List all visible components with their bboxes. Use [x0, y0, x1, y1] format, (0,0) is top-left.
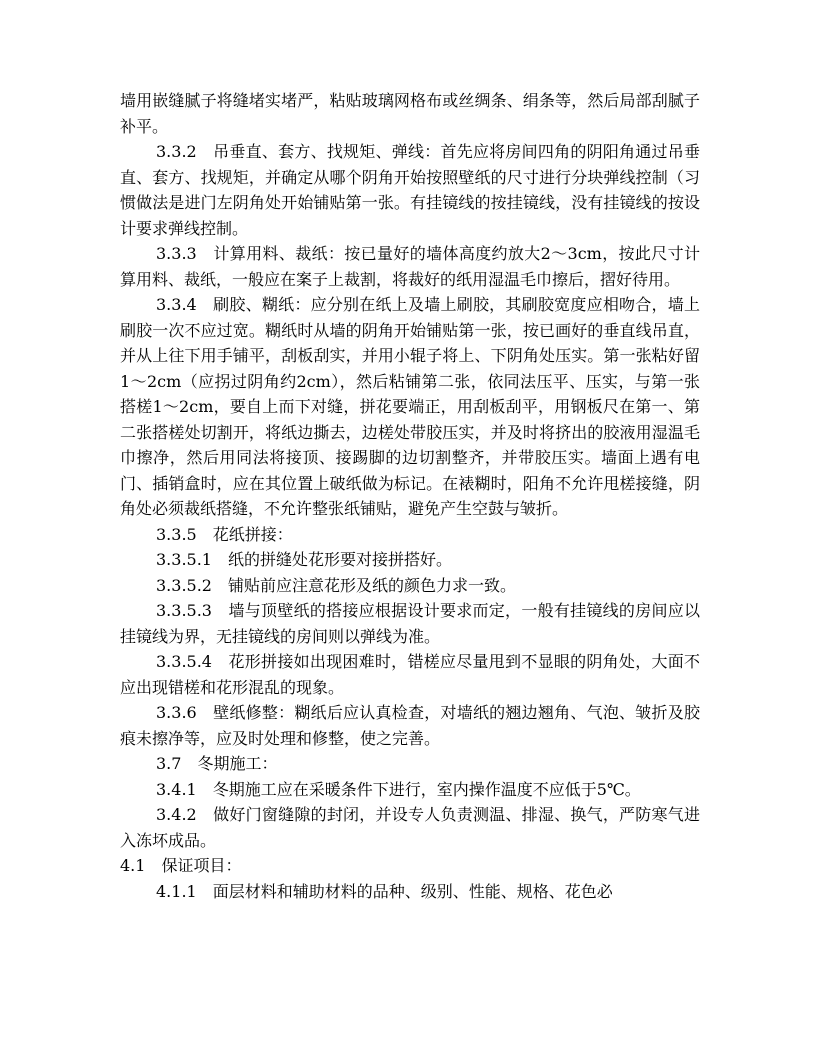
heading-4-1: 4.1 保证项目： — [120, 856, 242, 875]
paragraph-3-3-5-2: 3.3.5.2 铺贴前应注意花形及纸的颜色力求一致。 — [156, 575, 516, 595]
paragraph-3-3-4: 3.3.4 刷胶、糊纸：应分别在纸上及墙上刷胶，其刷胶宽度应相吻合，墙上刷胶一次不应过宽。糊纸时从墙的阴角开始铺贴第一张，按已画好的垂直线吊直，并从上往下用手铺平，刮板刮实，并用小辊子将上、下阴角处压实。第一张粘好留1～2cm（应拐过阴角约2cm），然后粘铺第二张，依同法压平、压实，与第一张搭槎1～2cm，要自上而下对缝，拼花要端正，用刮板刮平，用钢板尺在第一、第二张搭槎处切割开，将纸边撕去，边槎处带胶压实，并及时将挤出的胶液用湿温毛巾擦净，然后用同法将接顶、接踢脚的边切割整齐，并带胶压实。墙面上遇有电门、插销盒时，应在其位置上破纸做为标记。在裱糊时，阳角不允许甩槎接缝，阴角处必须裁纸搭缝，不允许整张纸铺贴，避免产生空鼓与皱折。 — [120, 295, 700, 518]
paragraph-3-3-5-1: 3.3.5.1 纸的拼缝处花形要对接拼搭好。 — [156, 550, 452, 569]
paragraph-4-1-1: 4.1.1 面层材料和辅助材料的品种、级别、性能、规格、花色必 — [156, 881, 613, 901]
paragraph-3-7: 3.7 冬期施工： — [156, 754, 278, 773]
paragraph-3-3-5-4: 3.3.5.4 花形拼接如出现困难时，错槎应尽量甩到不显眼的阴角处，大面不应出现错槎和花形混乱的现象。 — [120, 652, 700, 697]
paragraph-3-3-2: 3.3.2 吊垂直、套方、找规矩、弹线：首先应将房间四角的阴阳角通过吊垂直、套方、找规矩，并确定从哪个阴角开始按照壁纸的尺寸进行分块弹线控制（习惯做法是进门左阴角处开始铺贴第一张。有挂镜线的按挂镜线，没有挂镜线的按设计要求弹线控制。 — [120, 142, 700, 238]
paragraph-3-3-3: 3.3.3 计算用料、裁纸：按已量好的墙体高度约放大2～3cm，按此尺寸计算用料、裁纸，一般应在案子上裁割，将裁好的纸用湿温毛巾擦后，摺好待用。 — [120, 244, 700, 289]
paragraph-continuation: 墙用嵌缝腻子将缝堵实堵严，粘贴玻璃网格布或丝绸条、绢条等，然后局部刮腻子补平。 — [120, 91, 700, 136]
paragraph-3-3-5-3: 3.3.5.3 墙与顶壁纸的搭接应根据设计要求而定，一般有挂镜线的房间应以挂镜线为界，无挂镜线的房间则以弹线为准。 — [120, 601, 700, 646]
paragraph-3-3-6: 3.3.6 壁纸修整：糊纸后应认真检查，对墙纸的翘边翘角、气泡、皱折及胶痕未擦净等，应及时处理和修整，使之完善。 — [120, 703, 700, 748]
paragraph-3-4-1: 3.4.1 冬期施工应在采暖条件下进行，室内操作温度不应低于5℃。 — [156, 779, 641, 799]
paragraph-3-3-5: 3.3.5 花纸拼接： — [156, 524, 293, 544]
paragraph-3-4-2: 3.4.2 做好门窗缝隙的封闭，并设专人负责测温、排湿、换气，严防寒气进入冻坏成品。 — [120, 805, 700, 850]
document-page — [120, 88, 700, 904]
